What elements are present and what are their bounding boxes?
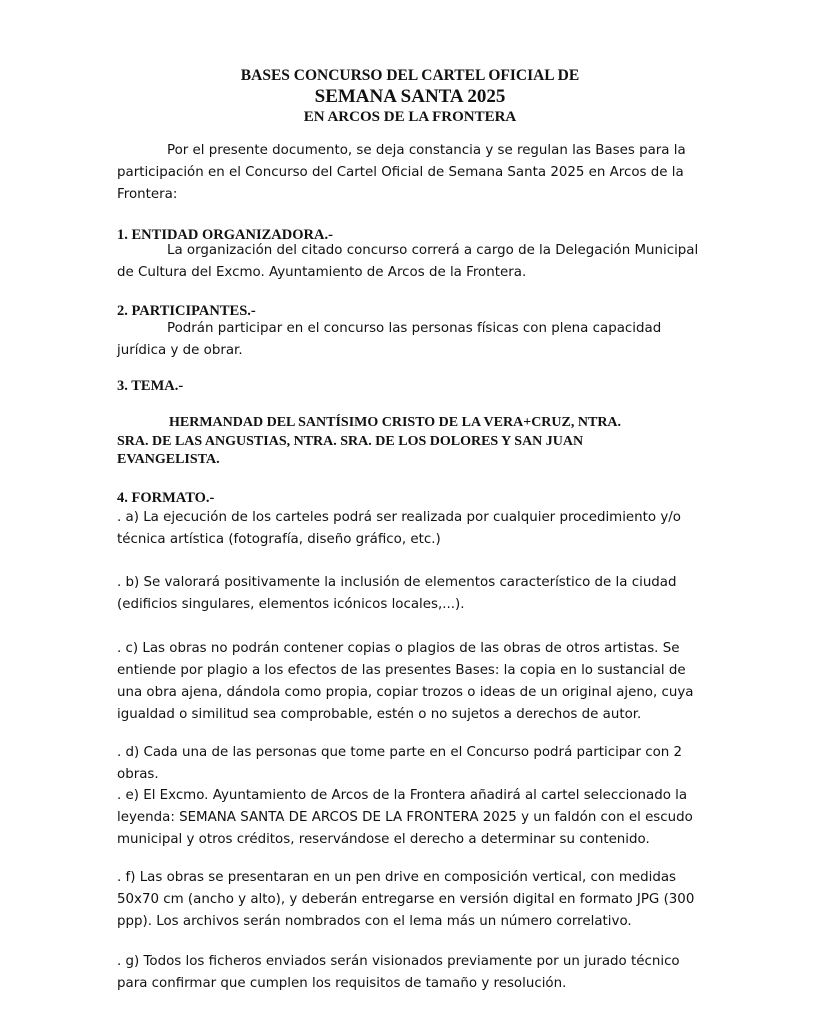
- formato-item-e: . e) El Excmo. Ayuntamiento de Arcos de la Frontera añadirá al cartel seleccionado la leyenda: SEMANA SANTA DE ARCOS DE LA FRONTERA 2025 y un faldón con el escudo municipal y otros créditos, reservándose el derecho a determinar su contenido.: [117, 788, 693, 847]
- formato-item-b: . b) Se valorará positivamente la inclusión de elementos característico de la ciudad (edificios singulares, elementos icónicos locales,...).: [117, 575, 677, 612]
- tema-line-1: HERMANDAD DEL SANTÍSIMO CRISTO DE LA VERA+CRUZ, NTRA.: [169, 415, 622, 430]
- section-heading-formato: 4. FORMATO.-: [117, 490, 215, 506]
- section-heading-tema: 3. TEMA.-: [117, 378, 184, 394]
- formato-item-a: . a) La ejecución de los carteles podrá ser realizada por cualquier procedimiento y/o técnica artística (fotografía, diseño gráfico, etc.): [117, 510, 681, 547]
- formato-item-f: . f) Las obras se presentaran en un pen drive en composición vertical, con medidas 50x70 cm (ancho y alto), y deberán entregarse en versión digital en formato JPG (300 ppp). Los archivos serán nombrados con el lema más un número correlativo.: [117, 870, 695, 929]
- title-line-2: SEMANA SANTA 2025: [314, 86, 506, 107]
- tema-text: [117, 414, 707, 470]
- formato-item-g: . g) Todos los ficheros enviados serán visionados previamente por un jurado técnico para confirmar que cumplen los requisitos de tamaño y resolución.: [117, 954, 680, 991]
- tema-line-2: SRA. DE LAS ANGUSTIAS, NTRA. SRA. DE LOS DOLORES Y SAN JUAN: [117, 433, 584, 449]
- title-line-3: EN ARCOS DE LA FRONTERA: [303, 109, 517, 125]
- intro-paragraph: Por el presente documento, se deja constancia y se regulan las Bases para la participación en el Concurso del Cartel Oficial de Semana Santa 2025 en Arcos de la Frontera:: [117, 143, 686, 202]
- tema-line-3: EVANGELISTA.: [117, 452, 220, 467]
- title-line-1: BASES CONCURSO DEL CARTEL OFICIAL DE: [240, 67, 580, 84]
- formato-item-d: . d) Cada una de las personas que tome parte en el Concurso podrá participar con 2 obras.: [117, 745, 683, 782]
- formato-item-c: . c) Las obras no podrán contener copias o plagios de las obras de otros artistas. Se entiende por plagio a los efectos de las presentes Bases: la copia en lo sustancial de una obra ajena, dándola como propia, copiar trozos o ideas de un original ajeno, cuya igualdad o similitud sea comprobable, estén o no sujetos a derechos de autor.: [117, 641, 694, 722]
- section-heading-entidad: 1. ENTIDAD ORGANIZADORA.-: [117, 227, 333, 243]
- section-text-participantes: Podrán participar en el concurso las personas físicas con plena capacidad jurídica y de obrar.: [117, 321, 662, 358]
- section-text-entidad: La organización del citado concurso correrá a cargo de la Delegación Municipal de Cultura del Excmo. Ayuntamiento de Arcos de la Frontera.: [117, 243, 699, 280]
- section-heading-participantes: 2. PARTICIPANTES.-: [117, 303, 256, 319]
